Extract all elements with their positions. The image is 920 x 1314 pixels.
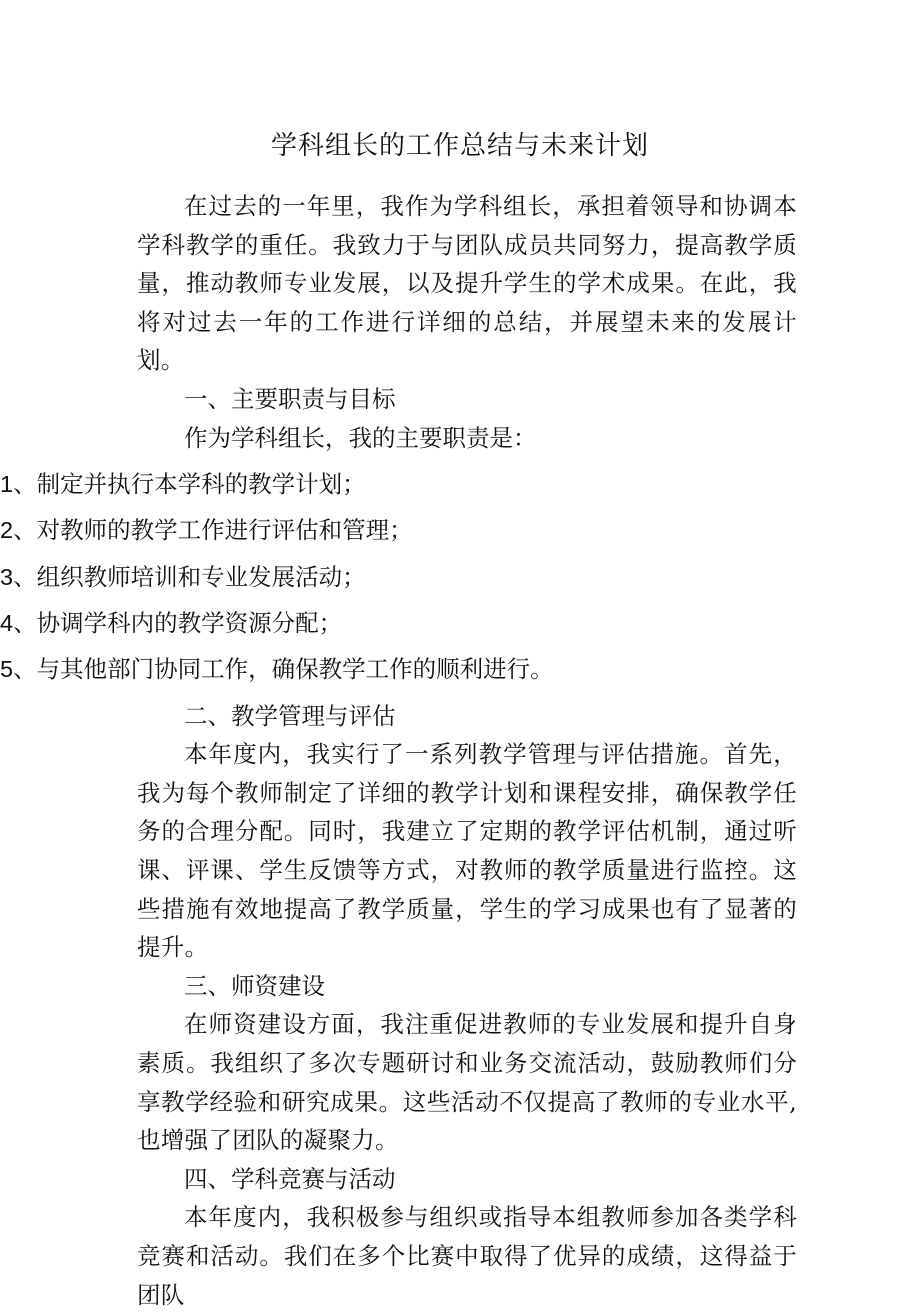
list-item [0, 461, 797, 507]
document-title: 学科组长的工作总结与未来计划 [270, 131, 649, 161]
list-item-text: 、组织教师培训和专业发展活动； [13, 562, 366, 591]
section-4-heading: 四、学科竞赛与活动 [184, 1164, 396, 1193]
section-3-heading: 三、师资建设 [184, 971, 325, 1000]
duties-list [0, 461, 797, 692]
list-item-text: 、制定并执行本学科的教学计划； [13, 470, 366, 499]
list-item [0, 554, 797, 600]
section-1-heading: 一、主要职责与目标 [184, 384, 396, 413]
list-item-text: 、对教师的教学工作进行评估和管理； [13, 516, 413, 545]
list-item-number: 3 [0, 563, 14, 590]
list-item [0, 507, 797, 553]
list-item-text: 、与其他部门协同工作，确保教学工作的顺利进行。 [13, 655, 554, 684]
section-1-lead: 作为学科组长，我的主要职责是： [184, 423, 537, 452]
list-item [0, 600, 797, 646]
list-item-number: 5 [0, 656, 14, 683]
intro-paragraph: 在过去的一年里，我作为学科组长，承担着领导和协调本学科教学的重任。我致力于与团队成员共同努力，提高教学质量，推动教师专业发展，以及提升学生的学术成果。在此，我将对过去一年的工作进行详细的总结，并展望未来的发展计划。 [137, 192, 797, 375]
document-body [0, 187, 797, 1314]
list-item-text: 、协调学科内的教学资源分配； [13, 609, 343, 638]
list-item-number: 2 [0, 517, 14, 544]
section-2-body: 本年度内，我实行了一系列教学管理与评估措施。首先，我为每个教师制定了详细的教学计划和课程安排，确保教学任务的合理分配。同时，我建立了定期的教学评估机制，通过听课、评课、学生反馈等方式，对教师的教学质量进行监控。这些措施有效地提高了教学质量，学生的学习成果也有了显著的提升。 [137, 740, 797, 962]
section-3-body: 在师资建设方面，我注重促进教师的专业发展和提升自身素质。我组织了多次专题研讨和业务交流活动，鼓励教师们分享教学经验和研究成果。这些活动不仅提高了教师的专业水平,也增强了团队的凝聚力。 [137, 1010, 797, 1155]
section-2-heading: 二、教学管理与评估 [184, 701, 396, 730]
section-4-body: 本年度内，我积极参与组织或指导本组教师参加各类学科竞赛和活动。我们在多个比赛中取得了优异的成绩，这得益于团队 [137, 1203, 797, 1309]
list-item-number: 1 [0, 471, 14, 498]
list-item-number: 4 [0, 610, 14, 637]
list-item [0, 646, 797, 692]
